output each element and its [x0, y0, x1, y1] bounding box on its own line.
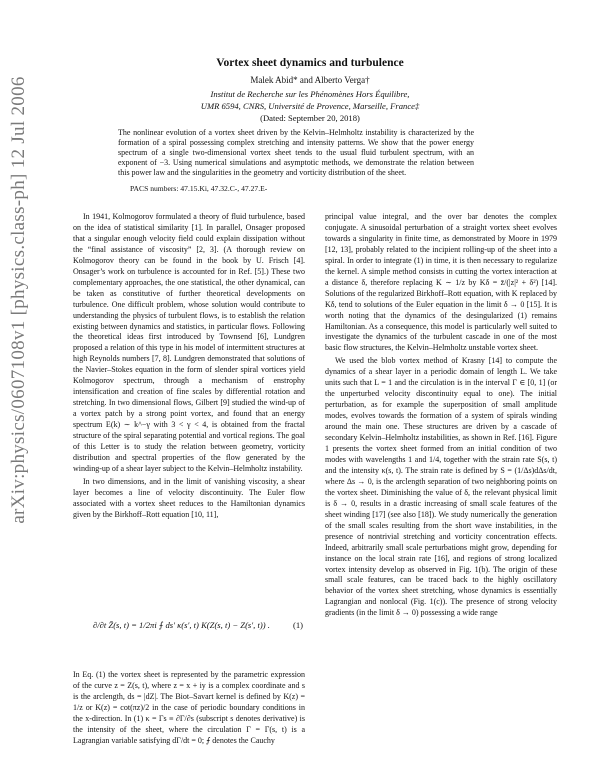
authors: Malek Abid* and Alberto Verga† [250, 75, 370, 85]
paper-title: Vortex sheet dynamics and turbulence [216, 57, 404, 69]
left-paragraph-2: In two dimensions, and in the limit of vanishing viscosity, a shear layer becomes a line of velocity discontinuity. The Euler flow associated with a vortex sheet reduces to the Hamiltonian dynamics given by the Birkhoff–Rott equation [10, 11], [73, 476, 305, 519]
abstract: The nonlinear evolution of a vortex sheet driven by the Kelvin–Helmholtz instability is characterized by the formation of a spiral possessing complex stretching and intensity patterns. We show that the power energy spectrum of a single two-dimensional vortex sheet tends to the usual fluid turbulent spectrum, with an exponent of −3. Using numerical simulations and asymptotic methods, we demonstrate the relation between this power law and the singularities in the geometry and vorticity distribution of the sheet. [118, 128, 474, 177]
arxiv-sidebar-stamp [6, 10, 32, 590]
equation-body: ∂/∂t Z̄(s, t) = 1/2πi ⨍ ds′ κ(s′, t) K(Z(s, t) − Z(s′, t)) . [93, 620, 270, 630]
right-paragraph-1: principal value integral, and the over bar denotes the complex conjugate. A sinusoidal perturbation of a straight vortex sheet evolves towards a singularity in finite time, as demonstrated by Moore in 1979 [12, 13], probably related to the incipient rolling-up of the sheet into a spiral. In order to integrate (1) in time, it is then necessary to regularize the kernel. A simple method consists in cutting the vortex interaction at a distance δ, therefore replacing K ∼ 1/z by Kδ = z̄/(|z|² + δ²) [14]. Solutions of the regularized Birkhoff–Rott equation, with K replaced by Kδ, tend to solutions of the Euler equation in the limit δ → 0 [15]. It is worth noting that the dynamics of the desingularized (1) remains Hamiltonian. As a consequence, this model is particularly well suited to investigate the dynamics of the turbulent cascade in one of the most basic flow structures, the Kelvin–Helmholtz unstable vortex sheet. [325, 212, 557, 353]
affiliation-line-2: UMR 6594, CNRS, Université de Provence, Marseille, France‡ [200, 101, 420, 111]
right-column [325, 212, 557, 768]
arxiv-id: arXiv:physics/0607108v1 [physics.class-ph] 12 Jul 2006 [8, 76, 29, 524]
affiliation-line-1: Institut de Recherche sur les Phénomènes Hors Équilibre, [210, 89, 410, 99]
left-paragraph-1: In 1941, Kolmogorov formulated a theory of fluid turbulence, based on the idea of statistical similarity [1]. In parallel, Onsager proposed that a singular enough velocity field could explain dissipation without the “final assistance of viscosity” [2, 3]. (A thorough review on Kolmogorov theory can be found in the book by U. Frisch [4]. Onsager’s work on turbulence is accounted for in Ref. [5].) These two complementary approaches, the one statistical, the other dynamical, can be taken as constitutive of further theoretical developments on turbulence. One difficult problem, whose solution would contribute to understanding the physics of turbulent flows, is to establish the relation existing between dynamics and statistics, in particular flows. Following the theoretical ideas first introduced by Townsend [6], Lundgren proposed a relation of this type in his model of intermittent structures at high Reynolds numbers [7, 8]. Lundgren demonstrated that solutions of the Navier–Stokes equation in the form of slender spiral vortices yield Kolmogorov spectrum, through a mechanism of enstrophy intensification and creation of fine scales by differential rotation and stretching. In two dimensional flows, Gilbert [9] studied the wind-up of a vortex patch by a strong point vortex, and found that an energy spectrum E(k) ∼ k^−γ with 3 < γ < 4, is obtained from the fractal structure of the spiral separating potential and vortical regions. The goal of this Letter is to study the relation between geometry, vorticity distribution and spectral properties of the flow generated by the winding-up of a shear layer subject to the Kelvin–Helmholtz instability. [73, 212, 305, 473]
pacs-numbers: PACS numbers: 47.15.Ki, 47.32.C-, 47.27.E- [130, 184, 268, 193]
date-line: (Dated: September 20, 2018) [260, 113, 360, 123]
left-column-top [73, 212, 305, 547]
equation-1 [73, 612, 305, 640]
right-paragraph-2: We used the blob vortex method of Krasny [14] to compute the dynamics of a shear layer in a periodic domain of length L. We take units such that L = 1 and the circulation is in the interval Γ ∈ [0, 1] (or the unperturbed velocity discontinuity equal to one). The initial perturbation, as for example the superposition of small amplitude modes, evolves towards the formation of a system of spirals winding around the main one. These structures are driven by a cascade of secondary Kelvin–Helmholtz instabilities, as shown in Ref. [16]. Figure 1 presents the vortex sheet formed from an initial condition of two modes with wavelengths 1 and 1/4, together with the strain rate S(s, t) and the intensity κ(s, t). The strain rate is defined by S = (1/Δs)dΔs/dt, where Δs → 0, is the arclength separation of two neighboring points on the vortex sheet. Diminishing the value of δ, the relevant physical limit is δ → 0, results in a drastic increasing of small scale features of the sheet winding [17] (see also [18]). We study numerically the generation of the small scales resulting from the short wave instabilities, in the presence of nontrivial stretching and vorticity concentration effects. Indeed, arbitrarily small scale perturbations might grow, depending for instance on the local strain rate [16], and regions of strong localized vortex intensity develop as observed in Fig. 1(b). The origin of these small scale features, can be traced back to the highly oscillatory behavior of the vortex sheet stretching, whose dynamics is essentially Lagrangian and nonlocal (Fig. 1(c)). The presence of strong velocity gradients (in the limit δ → 0) possessing a wide range [325, 356, 557, 618]
left-column-bottom [73, 670, 305, 768]
equation-number: (1) [292, 620, 303, 630]
left-paragraph-3: In Eq. (1) the vortex sheet is represented by the parametric expression of the curve z = Z(s, t), where z = x + iy is a complex coordinate and s is the arclength, ds = |dZ|. The Biot–Savart kernel is defined by K(z) = 1/z or K(z) = cot(πz)/2 in the case of periodic boundary conditions in the x-direction. In (1) κ = Γs ≡ ∂Γ/∂s (subscript s denotes derivative) is the intensity of the sheet, where the circulation Γ = Γ(s, t) is a Lagrangian variable satisfying dΓ/dt = 0; ⨍ denotes the Cauchy [73, 670, 305, 745]
